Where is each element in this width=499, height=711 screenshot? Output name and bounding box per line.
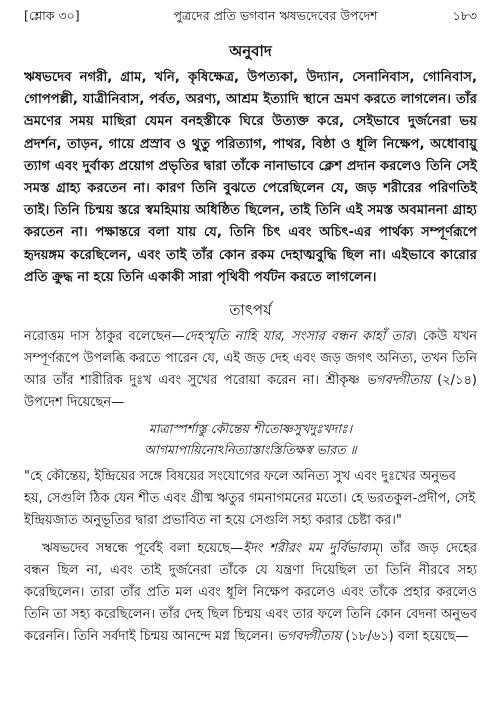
verse-reference: [শ্লোক ৩০] xyxy=(24,8,80,23)
verse-line-1: মাত্রাস্পর্শাস্তু কৌন্তেয় শীতোষ্ণসুখদুঃখদাঃ। xyxy=(148,421,353,437)
chapter-title: পুত্রদের প্রতি ভগবান ঋষভদেবের উপদেশ xyxy=(173,8,378,23)
purport-intro-prefix: নরোত্তম দাস ঠাকুর বলেছেন— xyxy=(24,329,185,345)
sanskrit-verse xyxy=(24,418,477,460)
translation-text: ঋষভদেব নগরী, গ্রাম, খনি, কৃষিক্ষেত্র, উপত্যকা, উদ্যান, সেনানিবাস, গোনিবাস, গোপপল্লী, যাত্রীনিবাস, পর্বত, অরণ্য, আশ্রম ইত্যাদি স্থানে ভ্রমণ করতে লাগলেন। তাঁর ভ্রমণের সময় মাছিরা যেমন বনহস্তীকে ঘিরে উত্যক্ত করে, সেইভাবে দুর্জনেরা ভয় প্রদর্শন, তাড়ন, গায়ে প্রস্রাব ও থুতু পরিত্যাগ, পাথর, বিষ্ঠা ও ধূলি নিক্ষেপ, অধোবায়ু ত্যাগ এবং দুর্বাক্য প্রয়োগ প্রভৃতির দ্বারা তাঁকে নানাভাবে ক্লেশ প্রদান করলেও তিনি সেই সমস্ত গ্রাহ্য করতেন না। কারণ তিনি বুঝতে পেরেছিলেন যে, জড় শরীরের পরিণতিই তাই। তিনি চিন্ময় স্তরে স্বমহিমায় অধিষ্ঠিত ছিলেন, তাই তিনি এই সমস্ত অবমাননা গ্রাহ্য করতেন না। পক্ষান্তরে বলা যায় যে, তিনি চিৎ এবং অচিৎ-এর পার্থক্য সম্পূর্ণরূপে হৃদয়ঙ্গম করেছিলেন, এবং তাই তাঁর কোন রকম দেহাত্মবুদ্ধি ছিল না। এইভাবে কারোর প্রতি ক্রুদ্ধ না হয়ে তিনি একাকী সারা পৃথিবী পর্যটন করতে লাগলেন। xyxy=(24,70,477,285)
running-header xyxy=(24,8,477,34)
gita-verse-number-1: (২/১৪) উপদেশ দিয়েছেন— xyxy=(24,373,478,411)
gita-reference-2: ভগবদ্গীতায় xyxy=(277,629,342,645)
gita-verse-number-2: (১৮/৬১) বলা হয়েছে— xyxy=(341,629,469,645)
purport-para2-rest: । তাঁর জড় দেহের বন্ধন ছিল না, এবং তাই দুর্জনেরা তাঁকে যে যন্ত্রণা দিয়েছিল তা তিনি নীরবে সহ্য করেছিলেন। তারা তাঁর প্রতি মল এবং ধূলি নিক্ষেপ করলেও এবং তাঁকে প্রহার করলেও তিনি তা সহ্য করেছিলেন। তাঁর দেহ ছিল চিন্ময় এবং তার ফলে তিনি কোন বেদনা অনুভব করেননি। তিনি সর্বদাই চিন্ময় আনন্দে মগ্ন ছিলেন। xyxy=(24,541,477,645)
translation-heading: অনুবাদ xyxy=(229,42,272,60)
gita-reference-1: ভগবদ্গীতায় xyxy=(366,373,431,389)
purport-paragraph-2 xyxy=(24,538,477,648)
purport-heading: তাৎপর্য xyxy=(229,301,272,320)
verse-translation-quote: "হে কৌন্তেয়, ইন্দ্রিয়ের সঙ্গে বিষয়ের সংযোগের ফলে অনিত্য সুখ এবং দুঃখের অনুভব হয়, সেগুলি ঠিক যেন শীত এবং গ্রীষ্ম ঋতুর গমনাগমনের মতো। হে ভরতকুল-প্রদীপ, সেই ইন্দ্রিয়জাত অনুভূতির দ্বারা প্রভাবিত না হয়ে সেগুলি সহ্য করার চেষ্টা কর।" xyxy=(24,469,476,529)
purport-intro-rest: । কেউ যখন সম্পূর্ণরূপে উপলব্ধি করতে পারেন যে, এই জড় দেহ এবং জড় জগৎ অনিত্য, তখন তিনি আর তাঁর শারীরিক দুঃখ এবং সুখের পরোয়া করেন না। শ্রীকৃষ্ণ xyxy=(24,329,477,389)
purport-intro-quote: দেহস্মৃতি নাহি যার, সংসার বন্ধন কাহাঁ তার xyxy=(184,329,413,345)
page-number: ১৮৩ xyxy=(452,8,477,23)
purport-para2-prefix: ঋষভদেব সম্বন্ধে পূর্বেই বলা হয়েছে— xyxy=(42,541,244,557)
purport-paragraph-1 xyxy=(24,326,477,414)
purport-para2-quote: ইদং শরীরং মম দুর্বিভাব্যম্ xyxy=(243,541,379,557)
verse-line-2: আগমাপায়িনোঽনিত্যাস্তাংস্তিতিক্ষস্ব ভারত ॥ xyxy=(144,442,357,458)
